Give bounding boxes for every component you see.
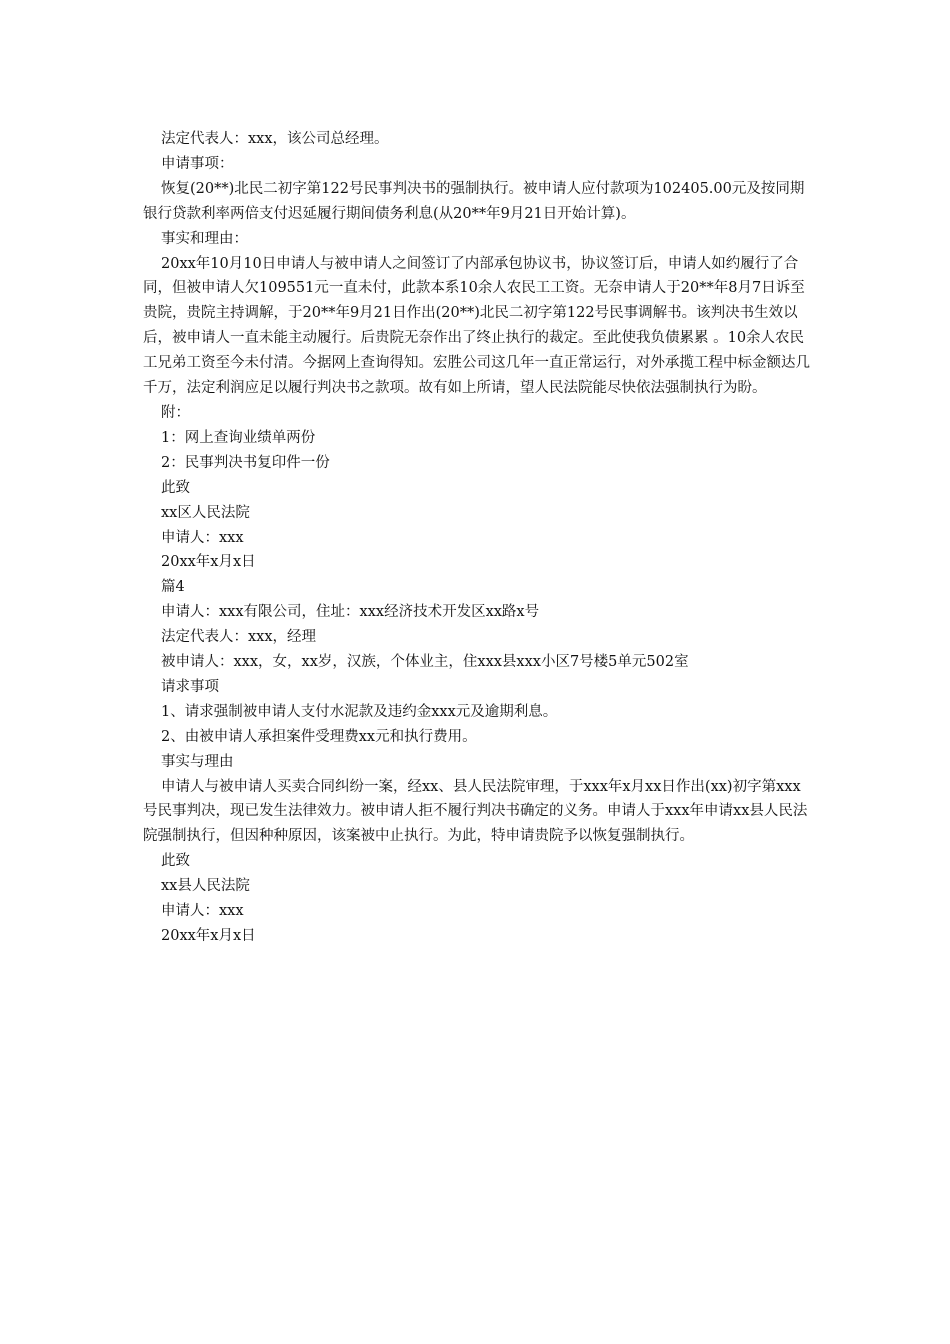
facts-reasons-text: 20xx年10月10日申请人与被申请人之间签订了内部承包协议书，协议签订后，申请人如约履行了合同，但被申请人欠109551元一直未付，此款本系10余人农民工工资。无奈申请人于20**年8月7日诉至贵院，贵院主持调解，于20**年9月21日作出(20**)北民二初字第122号民事调解书。该判决书生效以后，被申请人一直未能主动履行。后贵院无奈作出了终止执行的裁定。至此使我负债累累 。10余人农民工兄弟工资至今未付清。今据网上查询得知。宏胜公司这几年一直正常运行，对外承揽工程中标金额达几千万，法定利润应足以履行判决书之款项。故有如上所请，望人民法院能尽快依法强制执行为盼。 xyxy=(143,255,810,397)
legal-representative-line: 法定代表人：xxx，经理 xyxy=(161,629,317,646)
respondent-line: 被申请人：xxx，女，xx岁，汉族，个体业主，住xxx县xxx小区7号楼5单元502室 xyxy=(161,654,689,671)
document-body xyxy=(143,127,811,949)
court-name: xx县人民法院 xyxy=(161,878,250,895)
court-name: xx区人民法院 xyxy=(161,504,250,521)
application-items-text: 恢复(20**)北民二初字第122号民事判决书的强制执行。被申请人应付款项为102405.00元及按同期银行贷款利率两倍支付迟延履行期间债务利息(从20**年9月21日开始计算)。 xyxy=(143,180,805,222)
attachment-heading: 附： xyxy=(161,404,190,421)
facts-reasons-text: 申请人与被申请人买卖合同纠纷一案，经xx、县人民法院审理，于xxx年x月xx日作出(xx)初字第xxx号民事判决，现已发生法律效力。被申请人拒不履行判决书确定的义务。申请人于xxx年申请xx县人民法院强制执行，但因种种原因，该案被中止执行。为此，特申请贵院予以恢复强制执行。 xyxy=(143,778,808,845)
date-line: 20xx年x月x日 xyxy=(161,928,256,944)
attachment-item: 2：民事判决书复印件一份 xyxy=(161,454,330,471)
applicant-signature: 申请人：xxx xyxy=(161,529,244,546)
salutation: 此致 xyxy=(161,853,190,870)
date-line: 20xx年x月x日 xyxy=(161,554,256,571)
facts-reasons-heading: 事实与理由 xyxy=(161,753,234,770)
section-title: 篇4 xyxy=(161,579,185,596)
request-item: 2、由被申请人承担案件受理费xx元和执行费用。 xyxy=(161,728,477,745)
request-item: 1、请求强制被申请人支付水泥款及违约金xxx元及逾期利息。 xyxy=(161,703,558,720)
legal-representative-line: 法定代表人：xxx，该公司总经理。 xyxy=(161,131,389,147)
salutation: 此致 xyxy=(161,479,190,496)
request-items-heading: 请求事项 xyxy=(161,678,219,695)
attachment-item: 1：网上查询业绩单两份 xyxy=(161,429,316,446)
application-items-heading: 申请事项： xyxy=(161,155,234,172)
applicant-signature: 申请人：xxx xyxy=(161,903,244,920)
applicant-line: 申请人：xxx有限公司，住址：xxx经济技术开发区xx路x号 xyxy=(161,604,540,621)
facts-reasons-heading: 事实和理由： xyxy=(161,230,248,247)
